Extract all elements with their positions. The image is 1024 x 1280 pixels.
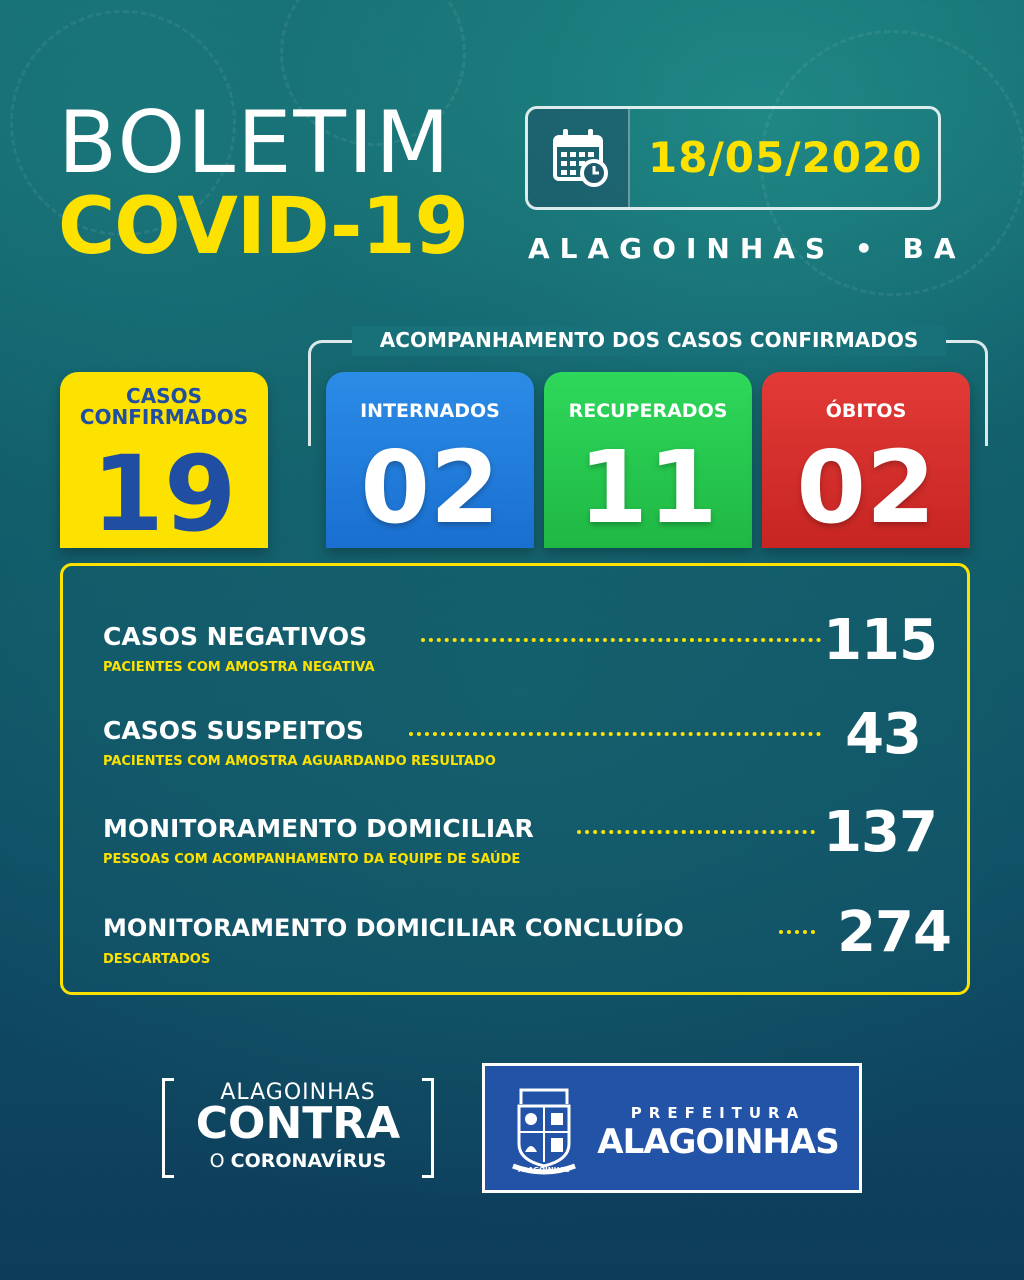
- campaign-line2: CONTRA: [195, 1098, 401, 1149]
- card-hospitalized: [326, 372, 534, 548]
- prefecture-line2: ALAGOINHAS: [597, 1122, 839, 1162]
- crest-caption: ALAGOINHAS: [518, 1166, 570, 1174]
- card-confirmed-label: CASOS CONFIRMADOS: [79, 384, 249, 429]
- bulletin-date: 18/05/2020: [648, 133, 923, 182]
- stat-row-negative: [103, 608, 943, 692]
- dotted-leader: [577, 830, 815, 834]
- city-label: ALAGOINHAS • BA: [528, 232, 966, 265]
- stat-row-home-monitoring: [103, 800, 943, 884]
- card-deaths-label: ÓBITOS: [825, 400, 907, 422]
- campaign-line3: [162, 1150, 434, 1172]
- calendar-icon: [528, 109, 630, 207]
- stat-value: 115: [823, 608, 937, 673]
- prefecture-logo: [482, 1063, 862, 1193]
- stat-value: 137: [823, 800, 937, 865]
- stat-title: MONITORAMENTO DOMICILIAR: [103, 814, 534, 843]
- stat-subtitle: DESCARTADOS: [103, 952, 211, 967]
- stat-subtitle: PACIENTES COM AMOSTRA AGUARDANDO RESULTADO: [103, 754, 496, 769]
- stat-row-home-monitoring-concluded: [103, 900, 951, 984]
- dotted-leader: [779, 930, 815, 934]
- title-covid: COVID-19: [58, 182, 468, 272]
- card-confirmed: [60, 372, 268, 555]
- stat-subtitle: PACIENTES COM AMOSTRA NEGATIVA: [103, 660, 375, 675]
- stat-title: CASOS NEGATIVOS: [103, 622, 368, 651]
- card-deaths-value: 02: [796, 429, 936, 546]
- campaign-logo: [162, 1078, 434, 1178]
- dotted-leader: [409, 732, 821, 736]
- stat-title: CASOS SUSPEITOS: [103, 716, 364, 745]
- stat-value: 274: [837, 900, 951, 965]
- prefecture-line1: PREFEITURA: [630, 1104, 806, 1122]
- stat-value: 43: [845, 702, 921, 767]
- card-deaths: [762, 372, 970, 548]
- campaign-line1: ALAGOINHAS: [220, 1080, 376, 1105]
- stat-subtitle: PESSOAS COM ACOMPANHAMENTO DA EQUIPE DE SAÚDE: [103, 852, 521, 867]
- tracking-title: ACOMPANHAMENTO DOS CASOS CONFIRMADOS: [379, 328, 919, 352]
- card-recovered-label: RECUPERADOS: [568, 400, 728, 422]
- stats-box: [60, 563, 970, 995]
- stat-title: MONITORAMENTO DOMICILIAR CONCLUÍDO: [103, 914, 684, 942]
- dotted-leader: [421, 638, 821, 642]
- card-hospitalized-value: 02: [360, 429, 500, 546]
- card-recovered: [544, 372, 752, 548]
- campaign-line3-prefix: O: [209, 1150, 225, 1172]
- card-confirmed-value: 19: [91, 433, 237, 555]
- title-boletim: BOLETIM: [58, 93, 452, 193]
- campaign-line3-main: CORONAVÍRUS: [230, 1150, 387, 1172]
- card-hospitalized-label: INTERNADOS: [360, 400, 500, 422]
- date-box: [525, 106, 941, 210]
- stat-row-suspected: [103, 702, 943, 786]
- card-recovered-value: 11: [578, 429, 718, 546]
